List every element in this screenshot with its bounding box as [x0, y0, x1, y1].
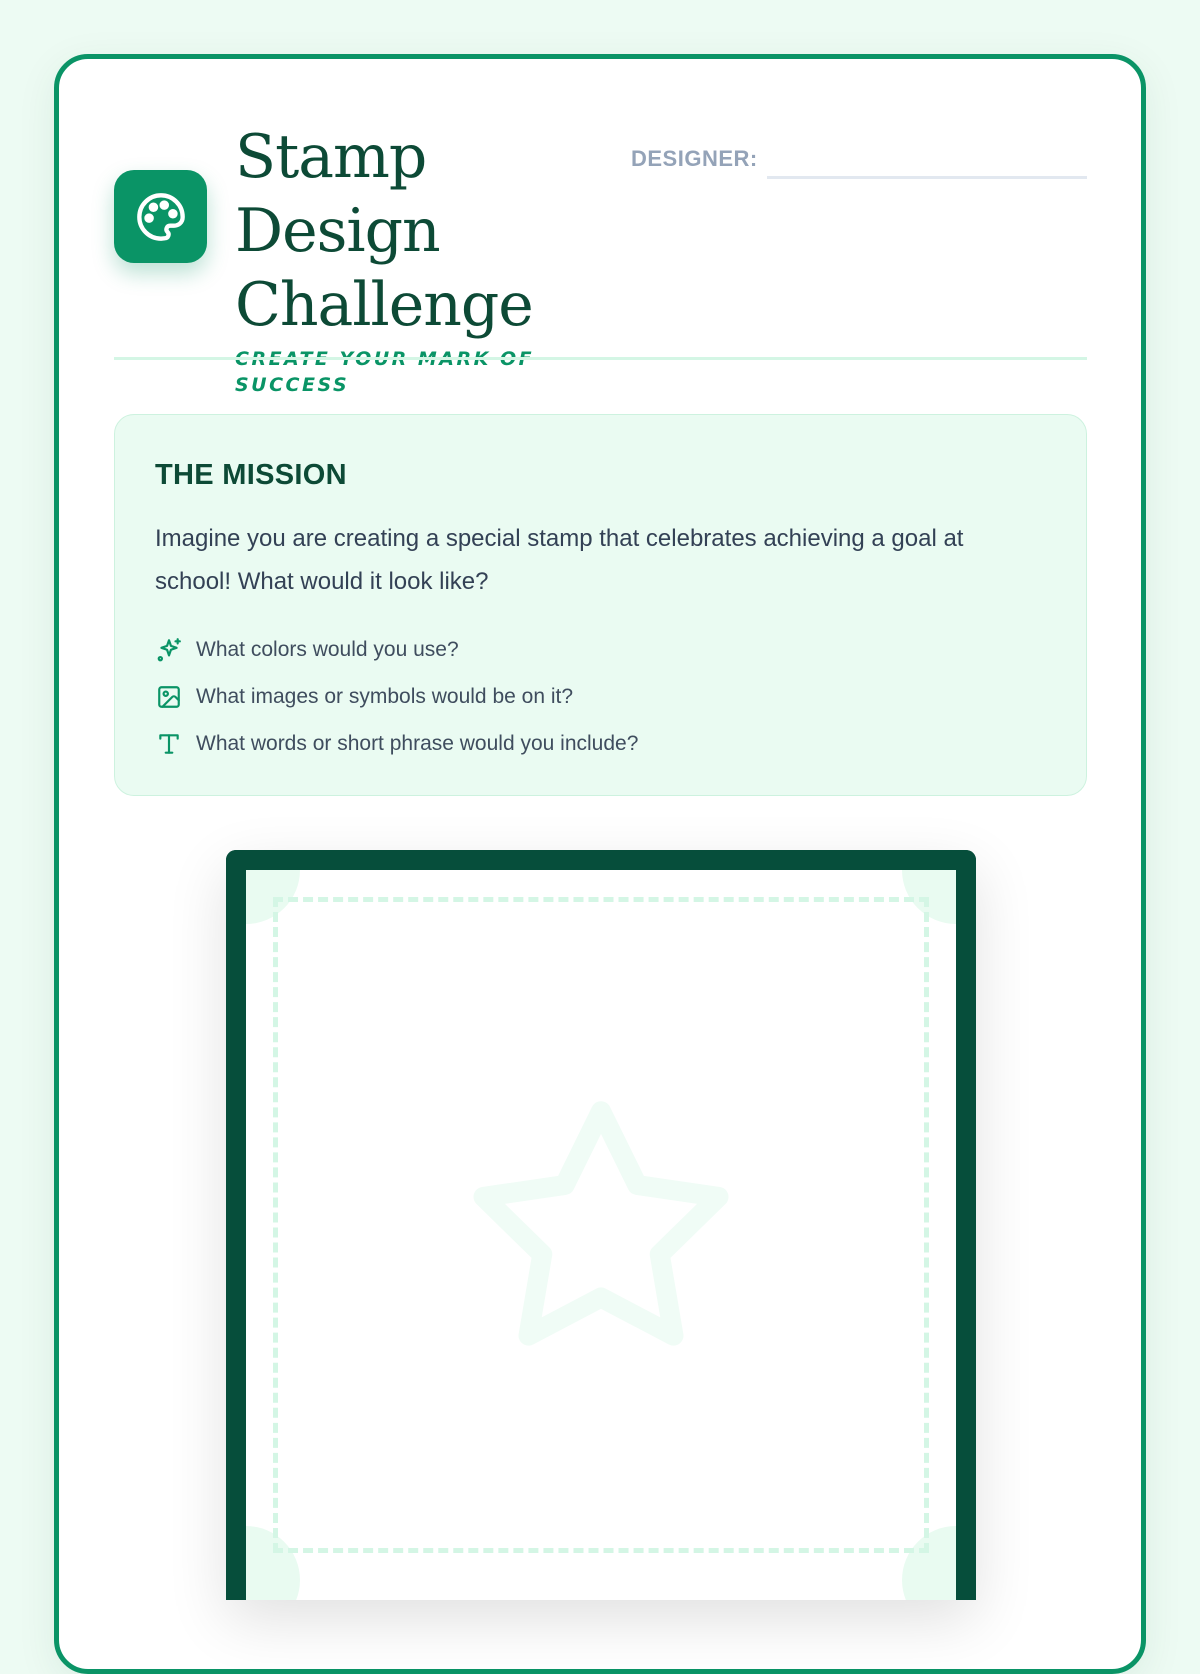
star-icon [451, 1080, 751, 1385]
mission-panel [114, 414, 1087, 796]
type-icon [155, 730, 183, 758]
header-divider [114, 357, 1087, 360]
sparkles-icon [155, 636, 183, 664]
page-title: Stamp Design Challenge [235, 122, 533, 340]
list-item [155, 626, 638, 673]
question-text: What words or short phrase would you include? [196, 731, 639, 755]
page-subtitle: SUCCESS [235, 374, 350, 396]
designer-label: DESIGNER: [631, 146, 758, 171]
mission-description: Imagine you are creating a special stamp that celebrates achieving a goal at school! What would it look like? [155, 525, 964, 595]
palette-icon [114, 170, 207, 263]
question-text: What colors would you use? [196, 637, 459, 661]
image-icon [155, 683, 183, 711]
designer-name-field[interactable] [767, 176, 1087, 179]
question-text: What images or symbols would be on it? [196, 684, 574, 708]
question-list [155, 626, 638, 767]
stamp-drawing-area[interactable] [226, 850, 976, 1600]
list-item [155, 673, 638, 720]
worksheet-header [114, 120, 1087, 396]
list-item [155, 720, 638, 767]
mission-title: THE MISSION [155, 459, 347, 491]
